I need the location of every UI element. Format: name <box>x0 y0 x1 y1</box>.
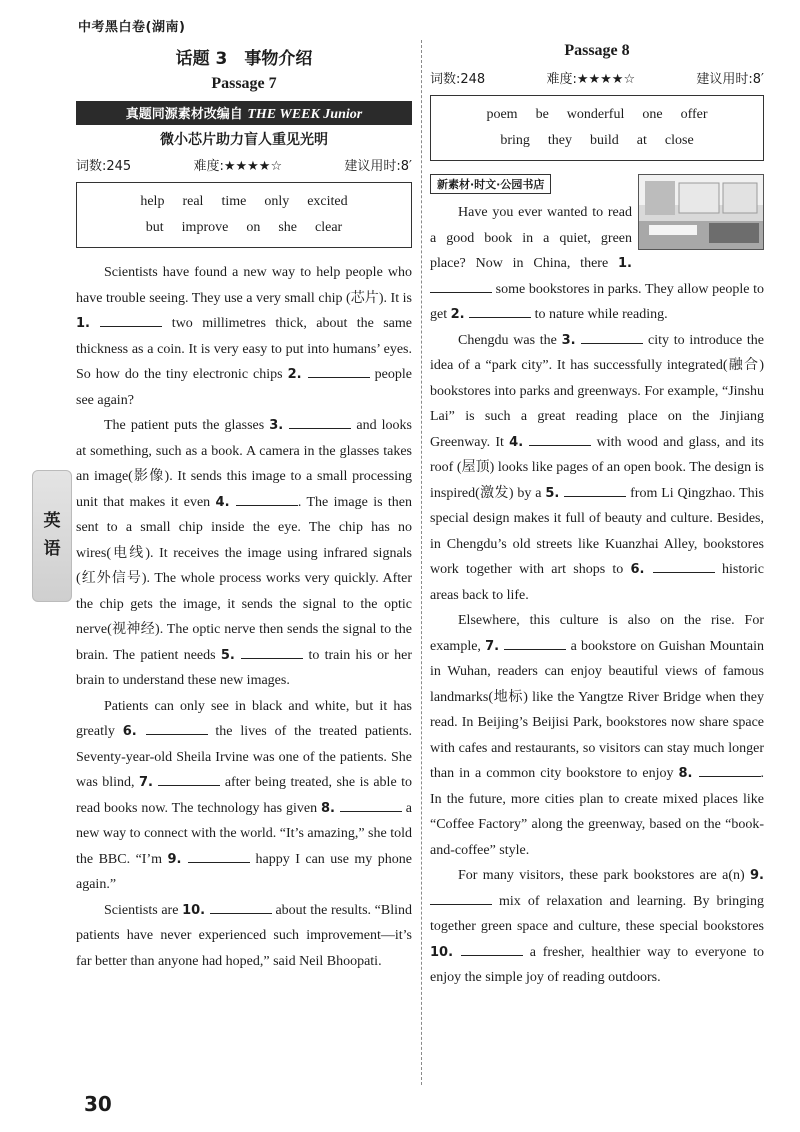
word-bank-item: clear <box>315 220 343 235</box>
blank-number: 5. <box>545 485 565 501</box>
column-divider <box>421 40 422 1085</box>
passage7-meta <box>76 155 412 174</box>
word-bank-item: close <box>664 133 694 148</box>
blank-number: 9. <box>750 868 764 883</box>
answer-blank[interactable] <box>158 771 220 786</box>
answer-blank[interactable] <box>289 414 351 429</box>
blank-number: 3. <box>561 332 582 348</box>
word-bank-item: offer <box>680 107 708 122</box>
word-bank-row <box>443 128 751 154</box>
answer-blank[interactable] <box>340 797 402 812</box>
answer-blank[interactable] <box>100 312 162 327</box>
passage-paragraph: Scientists have found a new way to help people who have trouble seeing. They use a very small chip (芯片). It is 1. two millimetres thick, about the same thickness as a coin. It is very easy to put into humans’ eyes. So how do the tiny electronic chips 2. people see again? <box>76 265 412 408</box>
word-bank-item: only <box>264 194 290 209</box>
passage-paragraph: The patient puts the glasses 3. and looks at something, such as a book. A camera in the glasses takes an image(影像). It sends this image to a small processing unit that makes it even 4. . The image is then sent to a small chip inside the eye. The chip has no wires(电线). It receives the image using infrared signals (红外信号). The whole process works very quickly. After the chip gets the image, it sends the signal to the optic nerve(视神经). The optic nerve then sends the signal to the brain. The patient needs 5. to train his or her brain to understand these new images. <box>76 413 412 694</box>
answer-blank[interactable] <box>430 278 492 293</box>
word-bank-item: poem <box>486 107 518 122</box>
answer-blank[interactable] <box>581 329 643 344</box>
word-bank-item: but <box>145 220 164 235</box>
word-bank-item: real <box>182 194 204 209</box>
word-bank-row <box>89 189 399 215</box>
word-bank-item: she <box>278 220 297 235</box>
passage-paragraph: Elsewhere, this culture is also on the rise. For example, 7. a bookstore on Guishan Mountain in Wuhan, readers can enjoy beautiful views of famous landmarks(地标) like the Yangtze River Bridge when they read. In Beijing’s Beijisi Park, bookstores now share space with cafes and restaurants, so visitors can stay much longer than in a common city bookstore to enjoy 8. . In the future, more cities plan to create mixed places like “Coffee Factory” along the greenway, based on the “book-and-coffee” style. <box>430 613 765 858</box>
topic-heading: 话题 3 事物介绍 <box>175 49 313 69</box>
answer-blank[interactable] <box>461 941 523 956</box>
answer-blank[interactable] <box>653 558 715 573</box>
blank-number: 4. <box>215 494 236 510</box>
page-number: 30 <box>84 1092 112 1116</box>
blank-number: 8. <box>320 800 340 816</box>
blank-number: 7. <box>138 775 159 790</box>
word-bank-item: time <box>221 194 247 209</box>
difficulty: 难度:★★★★☆ <box>546 72 636 87</box>
answer-blank[interactable] <box>504 635 566 650</box>
bookstore-photo-icon <box>638 174 764 250</box>
answer-blank[interactable] <box>564 482 626 497</box>
blank-number: 6. <box>630 562 653 577</box>
word-bank-item: they <box>547 133 572 148</box>
passage-paragraph: Patients can only see in black and white, but it has greatly 6. the lives of the treated patients. Seventy-year-old Sheila Irvine was one of the patients. She was blind, 7. after being treated, she is able to read books now. The technology has given 8. a new way to connect with the world. “It’s amazing,” she told the BBC. “I’m 9. happy I can use my phone again.” <box>76 698 413 892</box>
passage8-meta <box>430 68 764 87</box>
word-bank-item: wonderful <box>566 107 625 122</box>
blank-number: 6. <box>122 724 146 739</box>
word-bank-item: be <box>535 107 549 122</box>
word-count: 词数:245 <box>76 159 132 174</box>
word-bank <box>76 182 412 248</box>
answer-blank[interactable] <box>699 762 761 777</box>
blank-number: 2. <box>450 307 470 322</box>
word-bank-item: excited <box>307 194 348 209</box>
blank-number: 2. <box>287 367 308 382</box>
word-bank-item: bring <box>500 133 530 148</box>
word-count: 词数:248 <box>430 72 486 87</box>
word-bank-row <box>443 102 751 128</box>
answer-blank[interactable] <box>308 363 370 378</box>
passage7-title: Passage 7 <box>211 75 277 92</box>
source-prefix: 真题同源素材改编自 <box>125 107 243 122</box>
blank-number: 7. <box>485 638 505 654</box>
word-bank-item: help <box>140 194 165 209</box>
word-bank-item: one <box>642 107 663 122</box>
passage-paragraph: Scientists are 10. about the results. “Blind patients have never experienced such improvement—it’s far better than anyone had hoped,” said Neil Bhoopati. <box>76 898 412 975</box>
passage8-text <box>430 173 764 991</box>
word-bank-item: build <box>590 133 619 148</box>
blank-number: 9. <box>167 851 189 867</box>
passage7-subtitle: 微小芯片助力盲人重见光明 <box>160 132 328 148</box>
subject-tab <box>32 470 72 602</box>
answer-blank[interactable] <box>529 431 591 446</box>
answer-blank[interactable] <box>236 491 298 506</box>
blank-number: 1. <box>618 256 632 271</box>
answer-blank[interactable] <box>430 890 492 905</box>
passage8-title: Passage 8 <box>564 42 630 59</box>
answer-blank[interactable] <box>241 644 303 659</box>
answer-blank[interactable] <box>210 899 272 914</box>
passage-paragraph: Have you ever wanted to read a good book in a quiet, green place? Now in China, there 1. some bookstores in parks. They allow people to get 2. to nature while reading. <box>430 205 764 322</box>
blank-number: 10. <box>430 944 461 960</box>
blank-number: 3. <box>269 418 290 433</box>
passage7-column <box>76 40 412 974</box>
blank-number: 10. <box>182 902 210 918</box>
word-bank-item: at <box>636 133 647 148</box>
word-bank-item: on <box>246 220 261 235</box>
series-title: 中考黑白卷(湖南) <box>78 20 186 35</box>
blank-number: 8. <box>678 766 699 781</box>
source-name: THE WEEK Junior <box>247 107 363 122</box>
suggested-time: 建议用时:8′ <box>696 72 764 87</box>
answer-blank[interactable] <box>146 720 208 735</box>
new-material-tag: 新素材·时文·公园书店 <box>430 174 551 194</box>
passage-paragraph: Chengdu was the 3. city to introduce the idea of a “park city”. It has successfully integrated(融合) bookstores into parks and greenways. For example, “Jinshu Lai” is such a great reading place on the Jinjiang Greenway. It 4. with wood and glass, and its roof (屋顶) looks like pages of an open book. The design is inspired(激发) by a 5. from Li Qingzhao. This special design makes it full of beauty and culture. Besides, in Chengdu’s old streets like Kuanzhai Alley, bookstores work together with art shops to 6. historic areas back to life. <box>430 328 764 609</box>
blank-number: 5. <box>220 647 242 663</box>
passage7-text <box>76 260 412 974</box>
source-banner <box>76 101 412 125</box>
word-bank-row <box>89 215 399 241</box>
word-bank <box>430 95 764 161</box>
answer-blank[interactable] <box>188 848 250 863</box>
blank-number: 1. <box>76 316 101 331</box>
subject-label: 英 语 <box>43 511 61 559</box>
difficulty: 难度:★★★★☆ <box>193 159 283 174</box>
suggested-time: 建议用时:8′ <box>344 159 412 174</box>
passage-paragraph: For many visitors, these park bookstores are a(n) 9. mix of relaxation and learning. By bringing together green space and culture, these special bookstores 10. a fresher, healthier way to everyone to enjoy the simple joy of reading outdoors. <box>430 868 764 985</box>
word-bank-item: improve <box>181 220 229 235</box>
answer-blank[interactable] <box>469 303 531 318</box>
passage8-column <box>430 40 764 991</box>
blank-number: 4. <box>509 434 530 450</box>
